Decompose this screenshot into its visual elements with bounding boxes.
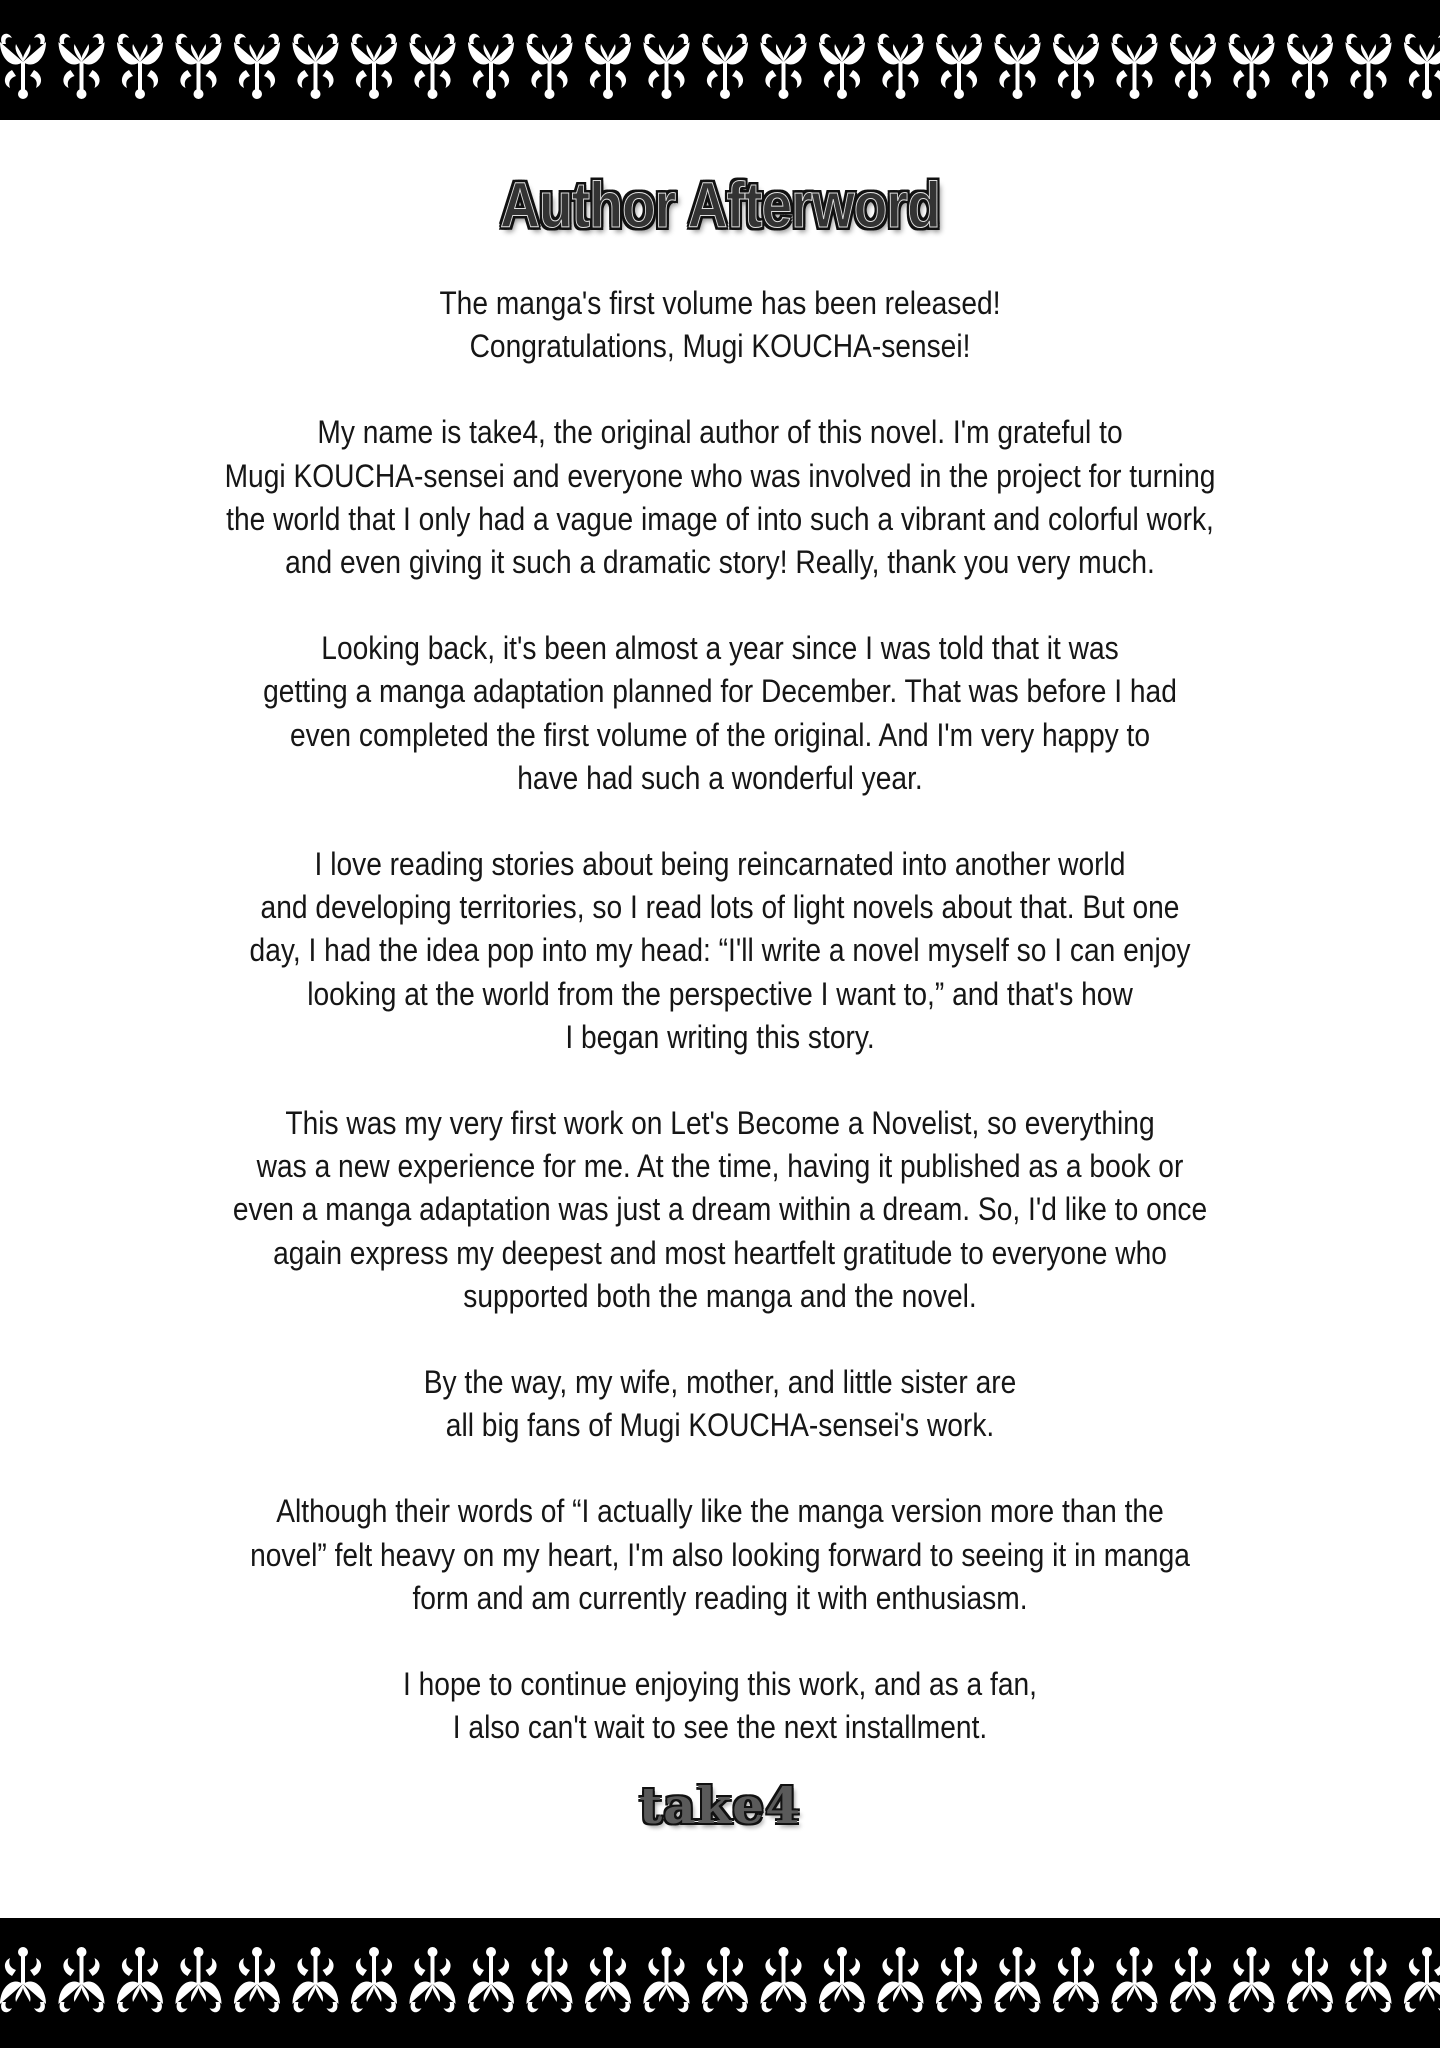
ornamental-scroll-icon bbox=[1170, 34, 1216, 99]
paragraph-7 bbox=[120, 1490, 1320, 1620]
text-line: My name is take4, the original author of this novel. I'm grateful to bbox=[317, 414, 1123, 451]
text-line: the world that I only had a vague image of into such a vibrant and colorful work, bbox=[226, 500, 1214, 537]
afterword-body bbox=[120, 282, 1320, 1792]
ornamental-scroll-icon bbox=[234, 1947, 280, 2012]
text-line: getting a manga adaptation planned for December. That was before I had bbox=[263, 673, 1177, 710]
text-line: Looking back, it's been almost a year since I was told that it was bbox=[321, 630, 1119, 667]
ornamental-scroll-icon bbox=[176, 1947, 222, 2012]
ornamental-scroll-icon bbox=[117, 1947, 163, 2012]
ornamental-scroll-icon bbox=[761, 34, 807, 99]
text-line: and developing territories, so I read lots of light novels about that. But one bbox=[260, 889, 1180, 926]
ornamental-scroll-icon bbox=[0, 34, 46, 99]
ornamental-scroll-icon bbox=[410, 34, 456, 99]
paragraph-4 bbox=[120, 843, 1320, 1059]
paragraph-8 bbox=[120, 1663, 1320, 1749]
ornamental-scroll-icon bbox=[995, 34, 1041, 99]
ornamental-scroll-icon bbox=[936, 1947, 982, 2012]
ornamental-scroll-icon bbox=[644, 34, 690, 99]
paragraph-2 bbox=[120, 411, 1320, 584]
ornamental-scroll-icon bbox=[878, 34, 924, 99]
top-ornamental-border bbox=[0, 0, 1440, 120]
text-line: and even giving it such a dramatic story! Really, thank you very much. bbox=[285, 544, 1155, 581]
paragraph-3 bbox=[120, 627, 1320, 800]
ornamental-scroll-icon bbox=[468, 1947, 514, 2012]
ornamental-scroll-icon bbox=[761, 1947, 807, 2012]
text-line: was a new experience for me. At the time, having it published as a book or bbox=[256, 1148, 1184, 1185]
ornamental-scroll-icon bbox=[59, 34, 105, 99]
ornamental-scroll-icon bbox=[702, 1947, 748, 2012]
ornamental-scroll-icon bbox=[1229, 34, 1275, 99]
text-line: The manga's first volume has been released! bbox=[439, 285, 1001, 321]
text-line: form and am currently reading it with enthusiasm. bbox=[412, 1579, 1028, 1616]
bottom-border-svg bbox=[0, 1918, 1440, 2048]
ornamental-scroll-icon bbox=[351, 1947, 397, 2012]
ornamental-scroll-icon bbox=[1404, 1947, 1440, 2012]
ornamental-scroll-icon bbox=[878, 1947, 924, 2012]
paragraph-1 bbox=[120, 282, 1320, 368]
text-line: novel” felt heavy on my heart, I'm also looking forward to seeing it in manga bbox=[250, 1536, 1190, 1573]
ornamental-scroll-icon bbox=[1053, 1947, 1099, 2012]
ornamental-scroll-icon bbox=[293, 1947, 339, 2012]
paragraph-6 bbox=[120, 1361, 1320, 1447]
ornamental-scroll-icon bbox=[234, 34, 280, 99]
ornamental-scroll-icon bbox=[351, 34, 397, 99]
text-line: all big fans of Mugi KOUCHA-sensei's work. bbox=[445, 1407, 995, 1444]
ornamental-scroll-icon bbox=[1346, 1947, 1392, 2012]
ornamental-scroll-icon bbox=[468, 34, 514, 99]
ornamental-scroll-icon bbox=[59, 1947, 105, 2012]
ornamental-scroll-icon bbox=[410, 1947, 456, 2012]
text-line: again express my deepest and most heartfelt gratitude to everyone who bbox=[273, 1234, 1167, 1271]
text-line: I also can't wait to see the next installment. bbox=[452, 1709, 988, 1746]
ornamental-scroll-icon bbox=[0, 1947, 46, 2012]
ornamental-scroll-icon bbox=[1287, 1947, 1333, 2012]
ornamental-scroll-icon bbox=[936, 34, 982, 99]
top-border-svg bbox=[0, 0, 1440, 120]
ornamental-scroll-icon bbox=[1112, 1947, 1158, 2012]
ornamental-scroll-icon bbox=[702, 34, 748, 99]
ornamental-scroll-icon bbox=[176, 34, 222, 99]
text-line: I began writing this story. bbox=[565, 1018, 875, 1055]
ornamental-scroll-icon bbox=[1287, 34, 1333, 99]
ornamental-scroll-icon bbox=[1112, 34, 1158, 99]
ornamental-scroll-icon bbox=[1229, 1947, 1275, 2012]
author-signature: take4 bbox=[639, 1776, 801, 1835]
ornamental-scroll-icon bbox=[527, 34, 573, 99]
ornamental-scroll-icon bbox=[1170, 1947, 1216, 2012]
ornamental-scroll-icon bbox=[585, 1947, 631, 2012]
text-line: have had such a wonderful year. bbox=[517, 759, 923, 796]
text-line: Mugi KOUCHA-sensei and everyone who was involved in the project for turning bbox=[224, 457, 1216, 494]
text-line: looking at the world from the perspective I want to,” and that's how bbox=[307, 975, 1133, 1012]
ornamental-scroll-icon bbox=[1404, 34, 1440, 99]
ornamental-scroll-icon bbox=[527, 1947, 573, 2012]
text-line: By the way, my wife, mother, and little sister are bbox=[423, 1364, 1017, 1401]
ornamental-scroll-icon bbox=[293, 34, 339, 99]
text-line: Congratulations, Mugi KOUCHA-sensei! bbox=[469, 328, 971, 365]
text-line: supported both the manga and the novel. bbox=[463, 1277, 977, 1314]
text-line: I love reading stories about being reincarnated into another world bbox=[314, 846, 1126, 883]
paragraph-5 bbox=[120, 1102, 1320, 1318]
page-title: Author Afterword bbox=[500, 169, 940, 241]
ornamental-scroll-icon bbox=[819, 1947, 865, 2012]
text-line: day, I had the idea pop into my head: “I'll write a novel myself so I can enjoy bbox=[249, 932, 1191, 969]
ornamental-scroll-icon bbox=[117, 34, 163, 99]
ornamental-scroll-icon bbox=[644, 1947, 690, 2012]
ornamental-scroll-icon bbox=[1053, 34, 1099, 99]
ornamental-scroll-icon bbox=[819, 34, 865, 99]
text-line: This was my very first work on Let's Become a Novelist, so everything bbox=[285, 1105, 1155, 1142]
ornamental-scroll-icon bbox=[1346, 34, 1392, 99]
bottom-ornamental-border bbox=[0, 1918, 1440, 2048]
ornamental-scroll-icon bbox=[995, 1947, 1041, 2012]
text-line: I hope to continue enjoying this work, and as a fan, bbox=[402, 1666, 1038, 1703]
text-line: even a manga adaptation was just a dream within a dream. So, I'd like to once bbox=[232, 1191, 1208, 1228]
ornamental-scroll-icon bbox=[585, 34, 631, 99]
text-line: even completed the first volume of the original. And I'm very happy to bbox=[289, 716, 1151, 753]
text-line: Although their words of “I actually like the manga version more than the bbox=[276, 1493, 1164, 1530]
